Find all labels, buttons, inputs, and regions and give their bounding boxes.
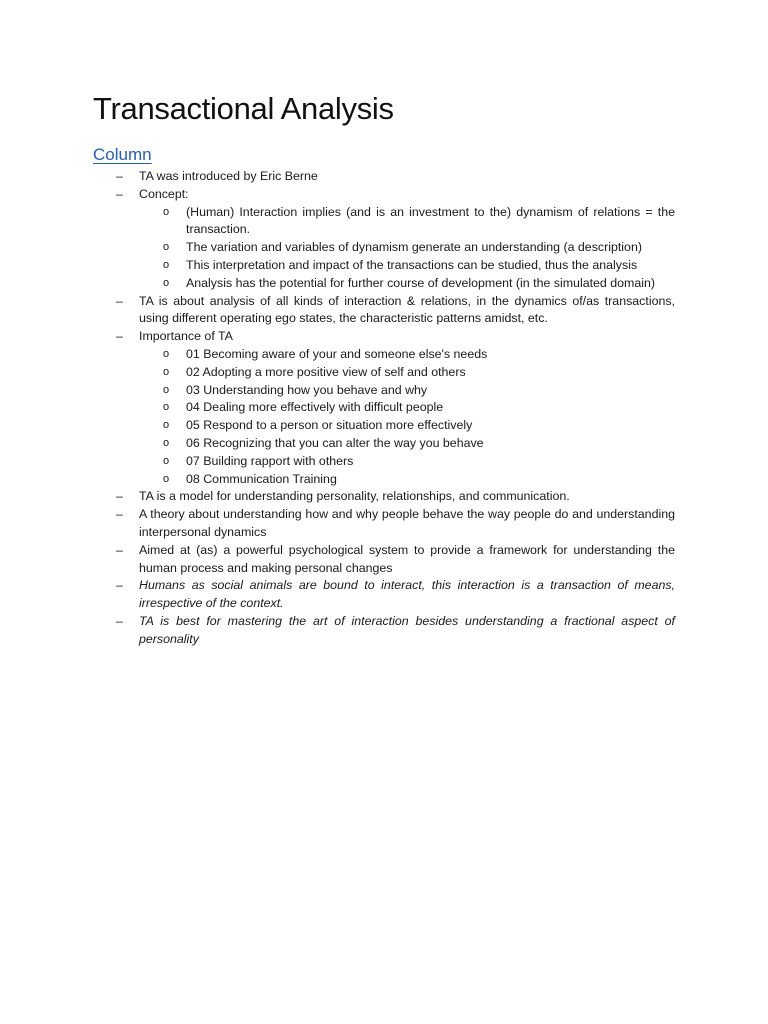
- circle-bullet: o: [163, 472, 170, 485]
- list-item-text: TA was introduced by Eric Berne: [139, 169, 318, 183]
- list-item: [0, 506, 675, 542]
- sub-list-item: [0, 382, 675, 400]
- sub-list-item: [0, 346, 675, 364]
- circle-bullet: o: [163, 205, 170, 218]
- dash-bullet: –: [116, 542, 123, 557]
- sub-list-item: [0, 453, 675, 471]
- list-item-text: Humans as social animals are bound to interact, this interaction is a transaction of means, irrespective of the context.: [139, 578, 675, 611]
- circle-bullet: o: [163, 347, 170, 360]
- list-item: [0, 613, 675, 649]
- sub-list-item: [0, 204, 675, 240]
- dash-bullet: –: [116, 507, 123, 522]
- page-title: Transactional Analysis: [93, 91, 394, 126]
- sub-list-item: [0, 275, 675, 293]
- circle-bullet: o: [163, 383, 170, 396]
- list-item: [0, 293, 675, 329]
- dash-bullet: –: [116, 329, 123, 344]
- list-item: [0, 328, 675, 346]
- list-item-text: 01 Becoming aware of your and someone else's needs: [186, 346, 488, 361]
- sub-list-item: [0, 417, 675, 435]
- circle-bullet: o: [163, 258, 170, 271]
- circle-bullet: o: [163, 436, 170, 449]
- list-item-text: 06 Recognizing that you can alter the way you behave: [186, 435, 484, 450]
- list-item: [0, 168, 675, 186]
- circle-bullet: o: [163, 241, 170, 254]
- list-item: [0, 542, 675, 578]
- dash-bullet: –: [116, 613, 123, 628]
- sub-list-item: [0, 435, 675, 453]
- dash-bullet: –: [116, 578, 123, 593]
- list-item-text: The variation and variables of dynamism generate an understanding (a description): [186, 240, 642, 255]
- sub-list-item: [0, 257, 675, 275]
- section-heading-link[interactable]: Column: [93, 145, 152, 164]
- list-item-text: 05 Respond to a person or situation more effectively: [186, 418, 473, 433]
- sub-list-item: [0, 364, 675, 382]
- list-item-text: Importance of TA: [139, 329, 233, 344]
- sub-list-item: [0, 471, 675, 489]
- sub-list-item: [0, 399, 675, 417]
- list-item-text: TA is a model for understanding personality, relationships, and communication.: [139, 489, 570, 504]
- circle-bullet: o: [163, 365, 170, 378]
- circle-bullet: o: [163, 276, 170, 289]
- list-item-text: TA is about analysis of all kinds of interaction & relations, in the dynamics of/as transactions, using different operating ego states, the characteristic patterns amidst, etc.: [139, 293, 675, 326]
- list-item-text: 03 Understanding how you behave and why: [186, 382, 428, 397]
- list-item-text: Concept:: [139, 186, 189, 201]
- list-item-text: A theory about understanding how and why people behave the way people do and understanding interpersonal dynamics: [139, 507, 675, 539]
- dash-bullet: –: [116, 186, 123, 201]
- dash-bullet: –: [116, 169, 123, 183]
- list-item: [0, 186, 675, 204]
- circle-bullet: o: [163, 401, 170, 414]
- sub-list-item: [0, 239, 675, 257]
- list-item-text: Aimed at (as) a powerful psychological system to provide a framework for understanding the human process and making personal changes: [139, 542, 675, 575]
- list-item-text: (Human) Interaction implies (and is an investment to the) dynamism of relations = the transaction.: [186, 204, 675, 237]
- dash-bullet: –: [116, 489, 123, 504]
- list-item-text: This interpretation and impact of the transactions can be studied, thus the analysis: [186, 257, 638, 272]
- list-item-text: 04 Dealing more effectively with difficult people: [186, 400, 444, 415]
- circle-bullet: o: [163, 454, 170, 467]
- list-item-text: 02 Adopting a more positive view of self and others: [186, 364, 466, 379]
- list-item-text: 07 Building rapport with others: [186, 453, 354, 468]
- dash-bullet: –: [116, 293, 123, 308]
- list-item-text: Analysis has the potential for further course of development (in the simulated domain): [186, 275, 656, 290]
- circle-bullet: o: [163, 419, 170, 432]
- bullet-list: [0, 168, 768, 649]
- list-item-text: TA is best for mastering the art of interaction besides understanding a fractional aspect of personality: [139, 613, 675, 646]
- list-item: [0, 488, 675, 506]
- list-item-text: 08 Communication Training: [186, 471, 337, 486]
- list-item: [0, 577, 675, 613]
